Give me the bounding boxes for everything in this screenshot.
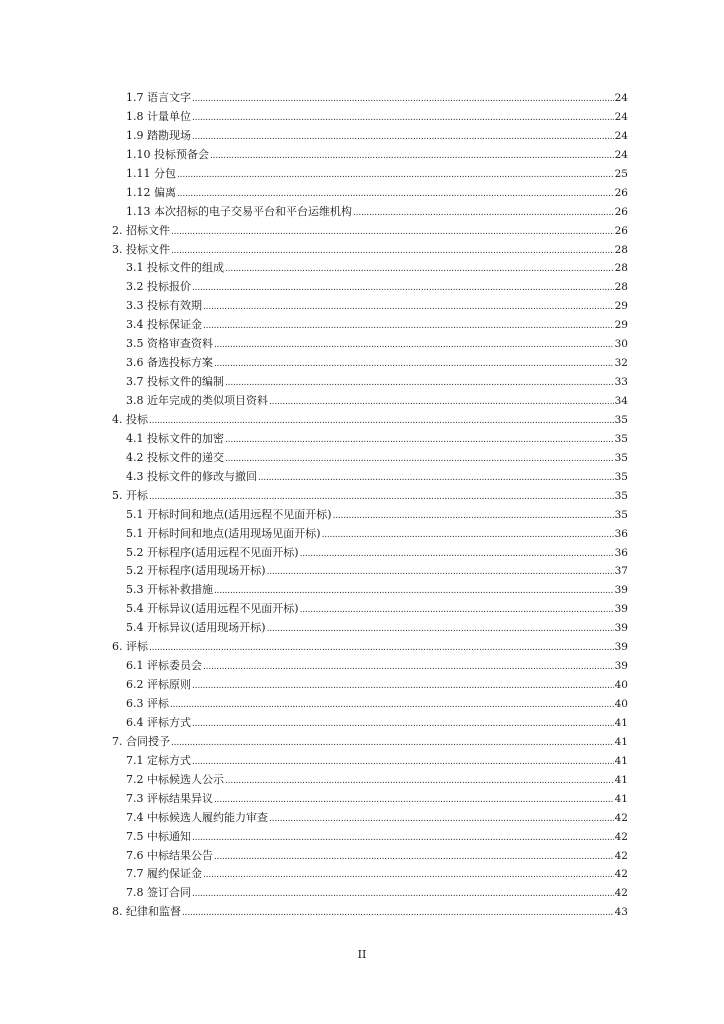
toc-entry[interactable]	[112, 487, 628, 506]
toc-entry-label: 3.3 投标有效期	[126, 299, 202, 313]
toc-entry[interactable]	[112, 733, 628, 752]
toc-entry[interactable]	[112, 241, 628, 260]
toc-entry-label: 5.2 开标程序(适用远程不见面开标)	[126, 545, 299, 559]
dot-leader	[269, 393, 614, 412]
toc-entry[interactable]	[112, 638, 628, 657]
dot-leader	[353, 204, 614, 223]
toc-entry-page: 42	[614, 830, 628, 843]
toc-entry-page: 39	[614, 584, 628, 597]
dot-leader	[210, 147, 614, 166]
dot-leader	[214, 582, 614, 601]
dot-leader	[214, 336, 614, 355]
toc-entry-page: 35	[614, 413, 628, 426]
toc-entry-page: 41	[614, 792, 628, 805]
toc-entry-page: 39	[614, 603, 628, 616]
toc-entry-label: 6. 评标	[112, 640, 148, 654]
dot-leader	[182, 904, 614, 923]
toc-entry[interactable]	[112, 146, 628, 165]
toc-entry[interactable]	[112, 354, 628, 373]
dot-leader	[192, 885, 614, 904]
toc-entry[interactable]	[112, 657, 628, 676]
toc-entry-page: 41	[614, 735, 628, 748]
dot-leader	[300, 545, 614, 564]
toc-entry-label: 4.3 投标文件的修改与撤回	[126, 469, 257, 483]
toc-entry-label: 5.3 开标补救措施	[126, 583, 213, 597]
toc-entry[interactable]	[112, 752, 628, 771]
dot-leader	[258, 469, 614, 488]
dot-leader	[214, 355, 614, 374]
toc-entry-label: 7.1 定标方式	[126, 753, 191, 767]
toc-entry-label: 5.1 开标时间和地点(适用现场见面开标)	[126, 526, 321, 540]
toc-entry[interactable]	[112, 714, 628, 733]
dot-leader	[225, 431, 614, 450]
dot-leader	[322, 526, 614, 545]
toc-entry-label: 1.7 语言文字	[126, 91, 191, 104]
dot-leader	[192, 109, 614, 128]
toc-entry-label: 3.7 投标文件的编制	[126, 375, 224, 389]
toc-entry-page: 42	[614, 887, 628, 900]
toc-entry-page: 42	[614, 849, 628, 862]
dot-leader	[171, 223, 614, 242]
toc-entry-label: 5.4 开标异议(适用远程不见面开标)	[126, 602, 299, 616]
toc-entry-page: 36	[614, 527, 628, 540]
toc-entry[interactable]	[112, 430, 628, 449]
toc-entry[interactable]	[112, 506, 628, 525]
toc-entry-page: 36	[614, 546, 628, 559]
dot-leader	[225, 772, 614, 791]
dot-leader	[149, 412, 614, 431]
toc-entry-label: 4.2 投标文件的递交	[126, 450, 224, 464]
toc-entry[interactable]	[112, 184, 628, 203]
dot-leader	[203, 866, 614, 885]
toc-entry[interactable]	[112, 316, 628, 335]
toc-entry[interactable]	[112, 865, 628, 884]
toc-entry-label: 1.12 偏离	[126, 185, 176, 199]
toc-entry-page: 30	[614, 338, 628, 351]
dot-leader	[149, 488, 614, 507]
toc-entry-page: 26	[614, 224, 628, 237]
toc-entry[interactable]	[112, 884, 628, 903]
toc-entry[interactable]	[112, 222, 628, 241]
toc-entry-page: 42	[614, 811, 628, 824]
dot-leader	[192, 753, 614, 772]
toc-entry-label: 8. 纪律和监督	[112, 905, 181, 919]
toc-entry[interactable]	[112, 771, 628, 790]
toc-entry-label: 3.2 投标报价	[126, 280, 191, 294]
toc-entry[interactable]	[112, 203, 628, 222]
toc-entry-label: 3. 投标文件	[112, 242, 170, 256]
toc-entry-page: 37	[614, 565, 628, 578]
toc-entry-page: 26	[614, 205, 628, 218]
dot-leader	[203, 658, 614, 677]
dot-leader	[192, 829, 614, 848]
toc-entry-page: 40	[614, 679, 628, 692]
toc-entry-label: 2. 招标文件	[112, 223, 170, 237]
toc-entry-label: 7.5 中标通知	[126, 829, 191, 843]
toc-entry-page: 34	[614, 395, 628, 407]
toc-entry-label: 6.2 评标原则	[126, 678, 191, 692]
toc-entry-label: 7.3 评标结果异议	[126, 791, 213, 805]
toc-entry-page: 35	[614, 489, 628, 502]
toc-entry-page: 24	[614, 129, 628, 142]
toc-entry[interactable]	[112, 828, 628, 847]
toc-entry[interactable]	[112, 373, 628, 392]
toc-entry[interactable]	[112, 297, 628, 316]
dot-leader	[214, 791, 614, 810]
toc-entry-label: 4. 投标	[112, 412, 148, 426]
dot-leader	[192, 90, 614, 109]
toc-entry[interactable]	[112, 847, 628, 866]
dot-leader	[177, 166, 614, 185]
toc-entry[interactable]	[112, 165, 628, 184]
toc-entry-page: 35	[614, 470, 628, 483]
toc-entry-page: 28	[614, 243, 628, 256]
toc-entry-label: 1.9 踏勘现场	[126, 128, 191, 142]
toc-entry[interactable]	[112, 468, 628, 487]
dot-leader	[192, 279, 614, 298]
toc-entry[interactable]	[112, 127, 628, 146]
toc-entry-page: 33	[614, 376, 628, 389]
dot-leader	[225, 374, 614, 393]
dot-leader	[267, 563, 614, 582]
toc-entry-page: 24	[614, 148, 628, 161]
toc-entry-page: 39	[614, 641, 628, 654]
toc-entry[interactable]	[112, 259, 628, 278]
toc-entry[interactable]	[112, 411, 628, 430]
toc-entry-page: 41	[614, 716, 628, 729]
dot-leader	[203, 317, 614, 336]
toc-entry-label: 1.10 投标预备会	[126, 147, 209, 161]
toc-entry[interactable]	[112, 695, 628, 714]
dot-leader	[203, 298, 614, 317]
toc-entry-label: 3.8 近年完成的类似项目资料	[126, 394, 268, 407]
dot-leader	[300, 601, 614, 620]
toc-entry-label: 3.6 备选投标方案	[126, 356, 213, 370]
dot-leader	[192, 715, 614, 734]
toc-entry-label: 5.1 开标时间和地点(适用远程不见面开标)	[126, 507, 332, 521]
toc-entry-label: 7.2 中标候选人公示	[126, 772, 224, 786]
toc-entry[interactable]	[112, 108, 628, 127]
toc-entry[interactable]	[112, 278, 628, 297]
toc-entry-label: 3.5 资格审查资料	[126, 337, 213, 351]
toc-entry-page: 43	[614, 906, 628, 919]
toc-entry[interactable]	[112, 89, 628, 108]
toc-entry[interactable]	[112, 790, 628, 809]
toc-entry-page: 39	[614, 660, 628, 673]
toc-entry[interactable]	[112, 809, 628, 828]
toc-entry-page: 28	[614, 281, 628, 294]
dot-leader	[267, 620, 614, 639]
toc-entry-page: 42	[614, 868, 628, 881]
toc-entry-label: 6.4 评标方式	[126, 715, 191, 729]
toc-entry-label: 7.8 签订合同	[126, 886, 191, 900]
toc-entry[interactable]	[112, 392, 628, 411]
toc-entry-label: 7.4 中标候选人履约能力审查	[126, 810, 268, 824]
dot-leader	[170, 696, 614, 715]
toc-entry[interactable]	[112, 525, 628, 544]
toc-entry[interactable]	[112, 544, 628, 563]
toc-entry[interactable]	[112, 335, 628, 354]
toc-entry[interactable]	[112, 619, 628, 638]
toc-entry[interactable]	[112, 600, 628, 619]
dot-leader	[225, 260, 614, 279]
dot-leader	[192, 677, 614, 696]
toc-entry-label: 3.1 投标文件的组成	[126, 261, 224, 275]
toc-entry-page: 40	[614, 698, 628, 710]
table-of-contents	[112, 89, 628, 922]
toc-entry[interactable]	[112, 903, 628, 922]
toc-entry-page: 28	[614, 262, 628, 275]
toc-entry-label: 3.4 投标保证金	[126, 318, 202, 332]
toc-entry[interactable]	[112, 581, 628, 600]
toc-entry[interactable]	[112, 562, 628, 581]
toc-entry-page: 24	[614, 92, 628, 104]
dot-leader	[171, 242, 614, 261]
toc-entry-label: 7. 合同授予	[112, 734, 170, 748]
toc-entry-page: 41	[614, 773, 628, 786]
toc-entry-page: 29	[614, 319, 628, 332]
toc-entry-label: 7.6 中标结果公告	[126, 848, 213, 862]
dot-leader	[171, 734, 614, 753]
page-number: II	[357, 948, 367, 961]
dot-leader	[214, 848, 614, 867]
toc-entry-page: 35	[614, 432, 628, 445]
toc-entry-label: 5. 开标	[112, 488, 148, 502]
dot-leader	[225, 450, 614, 469]
dot-leader	[192, 128, 614, 147]
toc-entry-page: 29	[614, 300, 628, 313]
toc-entry-label: 5.2 开标程序(适用现场开标)	[126, 564, 266, 578]
toc-entry-label: 5.4 开标异议(适用现场开标)	[126, 621, 266, 635]
toc-entry-label: 6.1 评标委员会	[126, 659, 202, 673]
toc-entry-label: 1.13 本次招标的电子交易平台和平台运维机构	[126, 204, 352, 218]
toc-entry-page: 26	[614, 186, 628, 199]
toc-entry-page: 39	[614, 622, 628, 635]
toc-entry[interactable]	[112, 449, 628, 468]
dot-leader	[149, 639, 614, 658]
toc-entry-page: 24	[614, 110, 628, 123]
toc-entry-page: 25	[614, 167, 628, 180]
dot-leader	[177, 185, 614, 204]
toc-entry[interactable]	[112, 676, 628, 695]
toc-entry-page: 32	[614, 357, 628, 370]
toc-entry-label: 7.7 履约保证金	[126, 867, 202, 881]
toc-entry-label: 4.1 投标文件的加密	[126, 431, 224, 445]
dot-leader	[269, 810, 614, 829]
toc-entry-page: 41	[614, 754, 628, 767]
toc-entry-page: 35	[614, 508, 628, 521]
toc-entry-page: 35	[614, 451, 628, 464]
toc-entry-label: 1.8 计量单位	[126, 109, 191, 123]
toc-entry-label: 6.3 评标	[126, 697, 169, 710]
dot-leader	[333, 507, 614, 526]
toc-entry-label: 1.11 分包	[126, 166, 176, 180]
